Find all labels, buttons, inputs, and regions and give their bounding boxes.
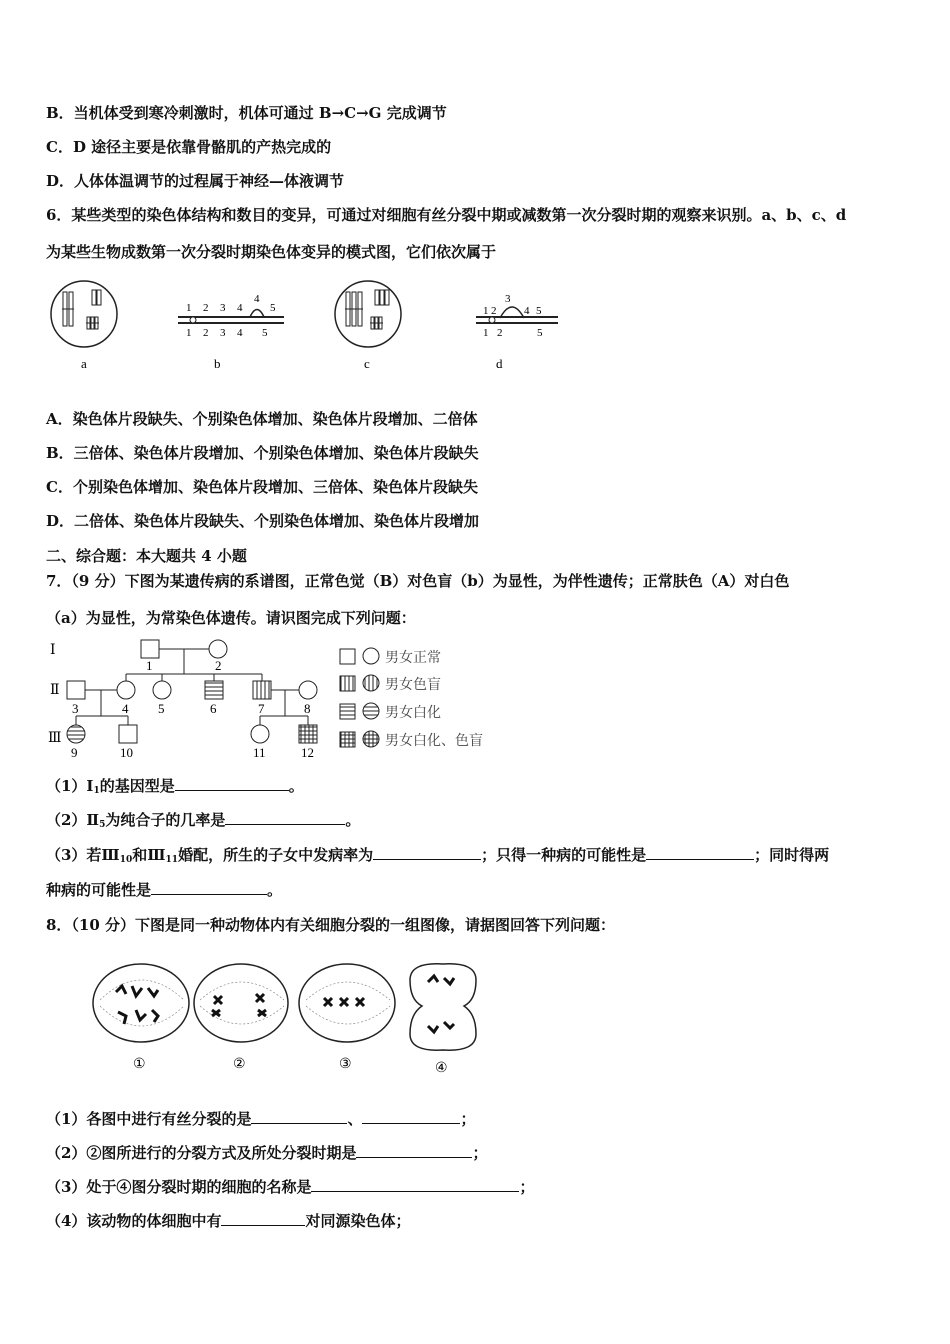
generation-I: Ⅰ bbox=[50, 643, 56, 658]
d-top-1: 1 bbox=[483, 305, 489, 317]
q8-q3-text: （3）处于④图分裂时期的细胞的名称是 bbox=[46, 1178, 312, 1196]
q7-q3-answer-blank-1[interactable] bbox=[373, 845, 481, 860]
individual-9 bbox=[67, 725, 85, 743]
q8-q1-answer-blank-1[interactable] bbox=[251, 1109, 347, 1124]
individual-3 bbox=[67, 681, 85, 699]
label-10: 10 bbox=[120, 745, 133, 760]
q8-q3-end: ； bbox=[519, 1178, 535, 1196]
d-top-4: 4 bbox=[524, 305, 530, 317]
q7-q1-prefix: （1）Ⅰ bbox=[46, 777, 94, 795]
section-heading: 二、综合题：本大题共 4 小题 bbox=[46, 547, 247, 565]
d-bottom-1: 1 bbox=[483, 327, 489, 339]
legend-albinism: 男女白化 bbox=[385, 706, 441, 721]
q7-question-1 bbox=[46, 776, 304, 801]
individual-4 bbox=[117, 681, 135, 699]
individual-7 bbox=[253, 681, 271, 699]
q5-option-b: B．当机体受到寒冷刺激时，机体可通过 B→C→G 完成调节 bbox=[46, 104, 447, 122]
q7-question-3 bbox=[46, 845, 829, 870]
q8-q2-end: ； bbox=[472, 1144, 488, 1162]
q7-q2-subscript: 5 bbox=[99, 820, 106, 830]
label-4: 4 bbox=[122, 701, 129, 716]
legend-colorblind: 男女色盲 bbox=[385, 678, 441, 693]
label-11: 11 bbox=[253, 745, 266, 760]
b-top-2: 2 bbox=[203, 302, 209, 314]
legend-albinism-colorblind: 男女白化、色盲 bbox=[385, 734, 483, 749]
q5-option-c: C．D 途径主要是依靠骨骼肌的产热完成的 bbox=[46, 138, 332, 156]
q7-pedigree-chart bbox=[44, 634, 514, 762]
q6-option-b: B．三倍体、染色体片段增加、个别染色体增加、染色体片段缺失 bbox=[46, 444, 479, 462]
individual-10 bbox=[119, 725, 137, 743]
q6-stem-line2: 为某些生物成数第一次分裂时期染色体变异的模式图，它们依次属于 bbox=[46, 243, 497, 261]
q7-q3-end: 。 bbox=[267, 881, 283, 899]
q6-option-c: C．个别染色体增加、染色体片段增加、三倍体、染色体片段缺失 bbox=[46, 478, 478, 496]
figure-c-cell bbox=[335, 281, 401, 371]
pedigree-legend bbox=[340, 648, 483, 749]
label-1: 1 bbox=[146, 658, 153, 673]
figure-label-d: d bbox=[496, 356, 503, 371]
b-bottom-3: 3 bbox=[220, 327, 226, 339]
figure-label-a: a bbox=[81, 356, 87, 371]
q8-question-4 bbox=[46, 1211, 410, 1231]
figure-label-b: b bbox=[214, 356, 221, 371]
cell-4 bbox=[410, 964, 476, 1076]
q5-option-d: D．人体体温调节的过程属于神经—体液调节 bbox=[46, 172, 345, 190]
label-2: 2 bbox=[215, 658, 222, 673]
cell-label-2: ② bbox=[233, 1057, 246, 1072]
q8-q1-end: ； bbox=[460, 1110, 476, 1128]
label-9: 9 bbox=[71, 745, 78, 760]
cell-3 bbox=[299, 964, 395, 1072]
q7-q1-answer-blank[interactable] bbox=[175, 776, 289, 791]
q7-stem-line2: （a）为显性，为常染色体遗传。请识图完成下列问题： bbox=[46, 609, 416, 627]
d-top-5: 5 bbox=[536, 305, 542, 317]
q7-q2-end: 。 bbox=[345, 811, 361, 829]
individual-11 bbox=[251, 725, 269, 743]
figure-d-chromosome bbox=[476, 293, 558, 371]
b-top-4: 4 bbox=[237, 302, 243, 314]
q7-q3-text-1: 婚配，所生的子女中发病率为 bbox=[178, 846, 374, 864]
q8-q2-text: （2）②图所进行的分裂方式及所处分裂时期是 bbox=[46, 1144, 357, 1162]
q8-q2-answer-blank[interactable] bbox=[356, 1143, 472, 1158]
b-top-3: 3 bbox=[220, 302, 226, 314]
q7-q3-subscript-2: 11 bbox=[165, 855, 179, 865]
cell-label-1: ① bbox=[133, 1057, 146, 1072]
q8-question-3 bbox=[46, 1177, 534, 1197]
q8-stem: 8．（10 分）下图是同一种动物体内有关细胞分裂的一组图像，请据图回答下列问题： bbox=[46, 916, 616, 934]
d-top-2: 2 bbox=[491, 305, 497, 317]
d-top-3: 3 bbox=[505, 293, 511, 305]
individual-6 bbox=[205, 681, 223, 699]
q8-question-2 bbox=[46, 1143, 487, 1163]
individual-2 bbox=[209, 640, 227, 658]
figure-label-c: c bbox=[364, 356, 370, 371]
q7-q2-prefix: （2）Ⅱ bbox=[46, 811, 100, 829]
b-bottom-2: 2 bbox=[203, 327, 209, 339]
individual-1 bbox=[141, 640, 159, 658]
q8-q1-text: （1）各图中进行有丝分裂的是 bbox=[46, 1110, 252, 1128]
label-5: 5 bbox=[158, 701, 165, 716]
label-8: 8 bbox=[304, 701, 311, 716]
d-bottom-5: 5 bbox=[537, 327, 543, 339]
q6-option-a: A．染色体片段缺失、个别染色体增加、染色体片段增加、二倍体 bbox=[46, 410, 478, 428]
q7-q3-and: 和Ⅲ bbox=[132, 846, 166, 864]
q7-q3-text-2: ；只得一种病的可能性是 bbox=[481, 846, 647, 864]
generation-II: Ⅱ bbox=[50, 683, 60, 698]
label-12: 12 bbox=[301, 745, 314, 760]
b-bottom-5: 5 bbox=[262, 327, 268, 339]
label-6: 6 bbox=[210, 701, 217, 716]
b-bottom-4: 4 bbox=[237, 327, 243, 339]
q7-question-3-cont bbox=[46, 880, 282, 900]
b-top-4b: 4 bbox=[254, 293, 260, 305]
q8-cell-division-figure bbox=[88, 960, 488, 1078]
q8-q3-answer-blank[interactable] bbox=[311, 1177, 519, 1192]
q8-q4-text-2: 对同源染色体； bbox=[305, 1212, 411, 1230]
figure-b-chromosome bbox=[178, 293, 284, 371]
label-7: 7 bbox=[258, 701, 265, 716]
individual-5 bbox=[153, 681, 171, 699]
q7-q1-subscript: 1 bbox=[93, 786, 100, 796]
q6-option-d: D．二倍体、染色体片段缺失、个别染色体增加、染色体片段增加 bbox=[46, 512, 480, 530]
q8-q1-separator: 、 bbox=[347, 1110, 363, 1128]
q7-q3-prefix: （3）若Ⅲ bbox=[46, 846, 120, 864]
q6-stem-line1: 6．某些类型的染色体结构和数目的变异，可通过对细胞有丝分裂中期或减数第一次分裂时期的观察来识别。a、b、c、d bbox=[46, 206, 847, 224]
cell-2 bbox=[194, 964, 288, 1072]
figure-a-cell bbox=[51, 281, 117, 371]
generation-III: Ⅲ bbox=[48, 731, 62, 746]
q7-q2-text: 为纯合子的几率是 bbox=[105, 811, 226, 829]
q8-q4-text: （4）该动物的体细胞中有 bbox=[46, 1212, 222, 1230]
label-3: 3 bbox=[72, 701, 79, 716]
cell-label-4: ④ bbox=[435, 1061, 448, 1076]
q7-q3-answer-blank-3[interactable] bbox=[151, 880, 267, 895]
q8-q1-answer-blank-2[interactable] bbox=[362, 1109, 460, 1124]
individual-8 bbox=[299, 681, 317, 699]
legend-normal: 男女正常 bbox=[385, 651, 441, 666]
b-bottom-1: 1 bbox=[186, 327, 192, 339]
q7-q2-answer-blank[interactable] bbox=[225, 810, 345, 825]
cell-1 bbox=[93, 964, 189, 1072]
q8-q4-answer-blank[interactable] bbox=[221, 1211, 305, 1226]
b-top-1: 1 bbox=[186, 302, 192, 314]
q7-q1-end: 。 bbox=[288, 777, 304, 795]
q7-q3-subscript-1: 10 bbox=[119, 855, 133, 865]
q7-q3-text-4: 种病的可能性是 bbox=[46, 881, 152, 899]
q7-stem-line1: 7．（9 分）下图为某遗传病的系谱图，正常色觉（B）对色盲（b）为显性，为伴性遗传；正常肤色（A）对白色 bbox=[46, 572, 790, 590]
b-top-5: 5 bbox=[270, 302, 276, 314]
q7-q3-answer-blank-2[interactable] bbox=[646, 845, 754, 860]
individual-12 bbox=[299, 725, 317, 743]
q7-q3-text-3: ；同时得两 bbox=[754, 846, 830, 864]
cell-label-3: ③ bbox=[339, 1057, 352, 1072]
d-bottom-2: 2 bbox=[497, 327, 503, 339]
q6-chromosome-figure bbox=[40, 278, 580, 378]
q7-q1-text: 的基因型是 bbox=[99, 777, 175, 795]
q7-question-2 bbox=[46, 810, 360, 835]
q8-question-1 bbox=[46, 1109, 475, 1129]
